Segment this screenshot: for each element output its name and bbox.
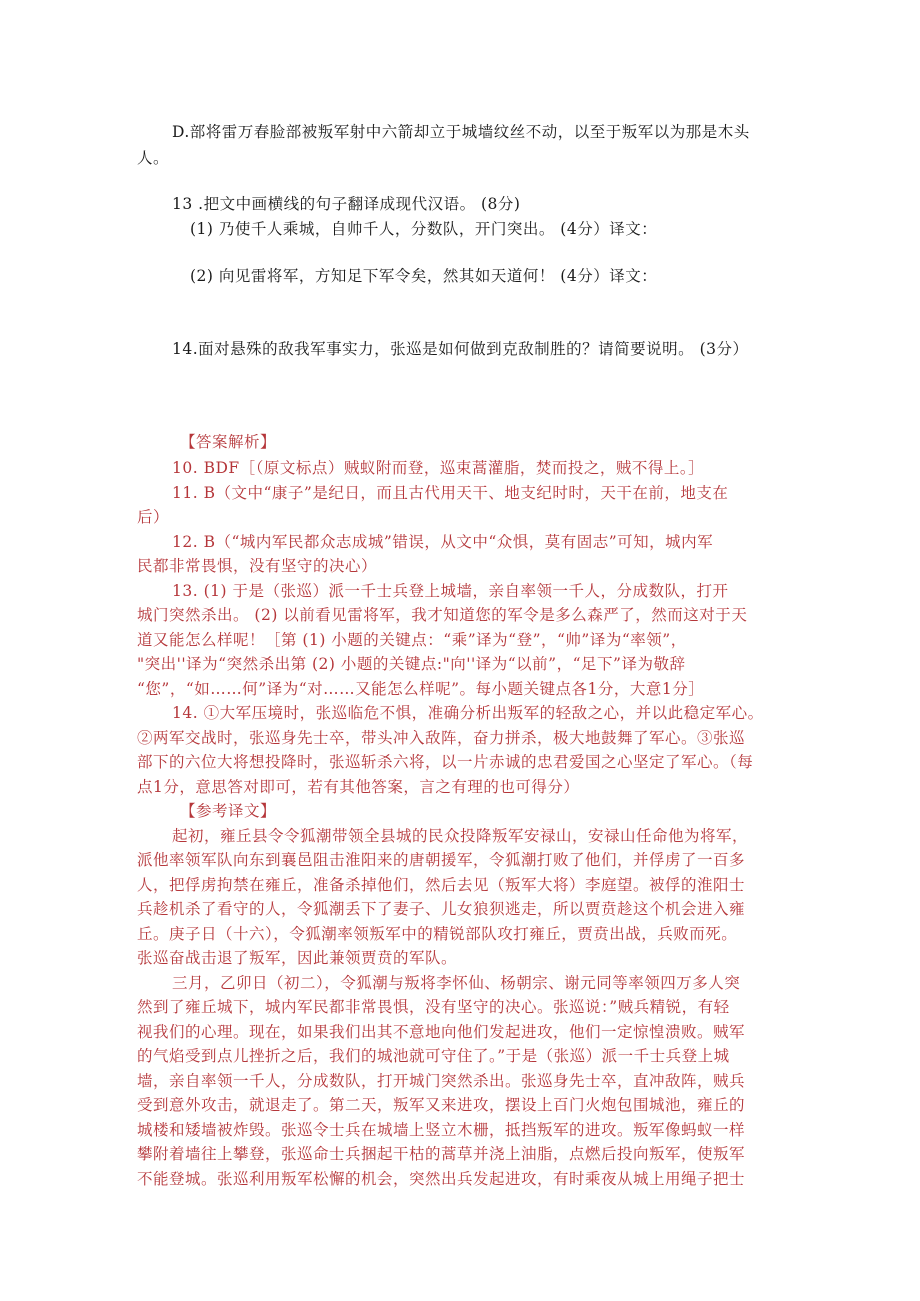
answers-heading: 【答案解析】 xyxy=(180,433,277,451)
answer-line: 12. B（“城内军民都众志成城”错误，从文中“众惧，莫有固志”可知，城内军 xyxy=(172,533,714,551)
translation-line: 人，把俘虏拘禁在雍丘，准备杀掉他们，然后去见（叛军大将）李庭望。被俘的淮阳士 xyxy=(137,876,746,894)
translation-line: 受到意外攻击，就退走了。第二天，叛军又来进攻，摆设上百门火炮包围城池，雍丘的 xyxy=(137,1096,746,1114)
translation-line: 兵趁机杀了看守的人，令狐潮丢下了妻子、儿女狼狈逃走，所以贾贲趁这个机会进入雍 xyxy=(137,900,746,918)
translation-line: 起初，雍丘县令令狐潮带领全县城的民众投降叛军安禄山，安禄山任命他为将军， xyxy=(172,827,749,845)
translation-line: 城楼和矮墙被炸毁。张巡令士兵在城墙上竖立木栅，抵挡叛军的进攻。叛军像蚂蚁一样 xyxy=(137,1121,746,1139)
translation-line: 视我们的心理。现在，如果我们出其不意地向他们发起进攻，他们一定惊惶溃败。贼军 xyxy=(137,1023,746,1041)
question-13-stem: 13 .把文中画横线的句子翻译成现代汉语。 (8分) xyxy=(172,195,521,213)
answer-line: 后） xyxy=(137,508,170,526)
translation-line: 丘。庚子日（十六），令狐潮率领叛军中的精锐部队攻打雍丘，贾贲出战，兵败而死。 xyxy=(137,925,738,943)
answer-line: ②两军交战时，张巡身先士卒，带头冲入敌阵，奋力拼杀，极大地鼓舞了军心。③张巡 xyxy=(137,729,746,747)
answer-line: 部下的六位大将想投降时，张巡斩杀六将，以一片赤诚的忠君爱国之心坚定了军心。（每 xyxy=(137,753,754,771)
question-13-sub-1: (1) 乃使千人乘城，自帅千人，分数队，开门突出。 (4分）译文： xyxy=(190,220,658,238)
answer-line: 城门突然杀出。 (2) 以前看见雷将军，我才知道您的军令是多么森严了，然而这对于天 xyxy=(137,606,748,624)
translation-line: 派他率领军队向东到襄邑阻击淮阳来的唐朝援军，令狐潮打败了他们，并俘虏了一百多 xyxy=(137,851,746,869)
translation-line: 攀附着墙往上攀登，张巡命士兵捆起干枯的蒿草并浇上油脂，点燃后投向叛军，使叛军 xyxy=(137,1145,746,1163)
translation-line: 墙，亲自率领一千人，分成数队，打开城门突然杀出。张巡身先士卒，直冲敌阵，贼兵 xyxy=(137,1072,746,1090)
option-d-line-2: 人。 xyxy=(137,149,170,167)
answer-line: 道又能怎么样呢！［第 (1) 小题的关键点：“乘”译为“登”，“帅”译为“率领”， xyxy=(137,631,687,649)
question-13-sub-2: (2) 向见雷将军，方知足下军令矣，然其如天道何！ (4分）译文： xyxy=(190,267,658,285)
translation-line: 张巡奋战击退了叛军，因此兼领贾贲的军队。 xyxy=(137,949,458,967)
translation-line: 的气焰受到点儿挫折之后，我们的城池就可守住了。”于是（张巡）派一千士兵登上城 xyxy=(137,1047,730,1065)
question-14-stem: 14.面对悬殊的敌我军事实力，张巡是如何做到克敌制胜的？请简要说明。 (3分） xyxy=(172,340,749,358)
answer-line: “您”，“如……何”译为“对……又能怎么样呢”。每小题关键点各1分，大意1分］ xyxy=(137,680,705,698)
translation-heading: 【参考译文】 xyxy=(180,802,277,820)
answer-line: 点1分，意思答对即可，若有其他答案，言之有理的也可得分） xyxy=(137,778,580,796)
translation-line: 三月，乙卯日（初二），令狐潮与叛将李怀仙、杨朝宗、谢元同等率领四万多人突 xyxy=(172,974,741,992)
answer-line: 14. ①大军压境时，张巡临危不惧，准确分析出叛军的轻敌之心，并以此稳定军心。 xyxy=(172,704,764,722)
answer-line: 13. (1) 于是（张巡）派一千士兵登上城墙，亲自率领一千人，分成数队，打开 xyxy=(172,582,729,600)
translation-line: 不能登城。张巡利用叛军松懈的机会，突然出兵发起进攻，有时乘夜从城上用绳子把士 xyxy=(137,1170,746,1188)
answer-line: 10. BDF［（原文标点）贼蚁附而登，巡束蒿灌脂，焚而投之，贼不得上。］ xyxy=(172,459,705,477)
translation-line: 然到了雍丘城下，城内军民都非常畏惧，没有坚守的决心。张巡说：”贼兵精锐，有轻 xyxy=(137,998,730,1016)
option-d-line-1: D.部将雷万春脸部被叛军射中六箭却立于城墙纹丝不动，以至于叛军以为那是木头 xyxy=(172,123,750,141)
answer-line: 11. B（文中“康子”是纪日，而且古代用天干、地支纪时时，天干在前，地支在 xyxy=(172,484,729,502)
answer-line: "突出''译为“突然杀出第 (2) 小题的关键点:"向''译为“以前”，“足下”译为敬辞 xyxy=(137,655,686,673)
answer-line: 民都非常畏惧，没有坚守的决心） xyxy=(137,557,378,575)
